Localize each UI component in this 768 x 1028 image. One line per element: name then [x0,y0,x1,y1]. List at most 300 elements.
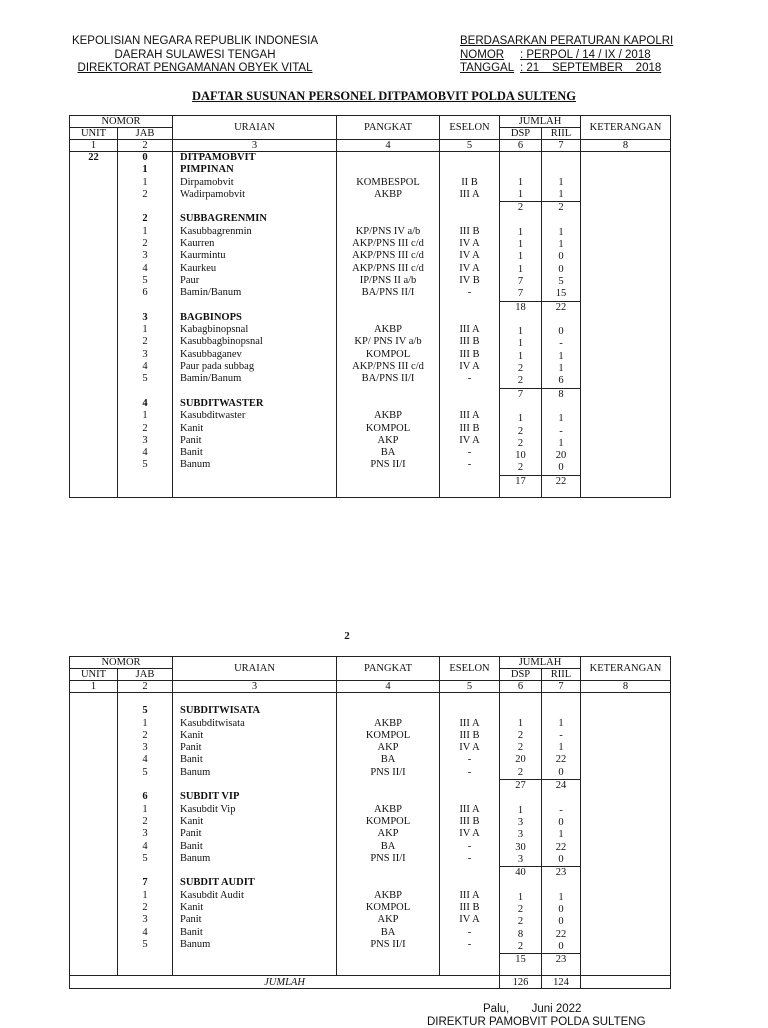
riil-cell: 22 [555,475,567,487]
col-number: 3 [173,140,337,152]
unit-cell [70,398,117,410]
jab-cell: 2 [142,336,148,348]
eselon-cell: III A [459,324,480,336]
eselon-cell [440,877,499,889]
uraian-cell: Kanit [180,422,204,434]
pangkat-cell [337,386,439,398]
unit-cell [70,742,117,754]
eselon-cell: IV A [459,434,480,446]
jab-cell: 5 [142,938,148,950]
uraian-cell [180,472,336,484]
col-jab-header: JAB [118,128,173,140]
dsp-cell: 1 [517,239,524,251]
eselon-cell: III A [459,188,480,200]
jab-cell [118,779,172,791]
dsp-cell: 2 [500,767,541,780]
uraian-cell [180,951,336,963]
jab-cell [118,300,172,312]
col-dsp-header: DSP [500,128,542,140]
dsp-cell: 2 [517,916,524,928]
col-unit-header: UNIT [70,669,118,681]
unit-cell [70,238,117,250]
jab-column [118,693,173,976]
unit-cell [70,927,117,939]
eselon-cell: IV A [459,914,480,926]
riil-column [542,152,581,498]
eselon-cell: III B [459,348,480,360]
dsp-cell: 2 [517,202,524,214]
unit-cell [70,767,117,779]
unit-cell [70,951,117,963]
col-number: 7 [542,140,581,152]
personnel-table-page-2 [69,656,671,989]
unit-column [70,693,118,976]
riil-cell: - [559,338,563,350]
dsp-cell: 18 [515,301,526,313]
dsp-cell: 3 [517,816,524,828]
pangkat-cell: KOMPOL [365,348,411,360]
pangkat-cell [337,152,439,164]
unit-cell [70,828,117,840]
uraian-cell: Wadirpamobvit [180,188,246,200]
unit-cell [70,386,117,398]
pangkat-cell: PNS II/I [370,852,406,864]
dsp-cell: 2 [517,904,524,916]
dsp-cell: 3 [517,829,524,841]
eselon-cell: IV A [459,742,480,754]
jab-cell: 1 [142,324,148,336]
jab-cell [118,693,172,705]
eselon-cell: IV A [459,250,480,262]
col-number: 8 [581,140,671,152]
dsp-cell: 2 [517,742,524,754]
dsp-cell: 2 [500,941,541,954]
pangkat-cell: AKP [377,434,399,446]
riil-cell: 1 [542,189,580,202]
uraian-cell [180,386,336,398]
unit-cell [70,853,117,865]
uraian-cell: Kanit [180,902,204,914]
dsp-cell: 1 [517,263,524,275]
eselon-cell [440,201,499,213]
total-riil: 124 [542,976,581,989]
jab-column [118,152,173,498]
pangkat-cell: AKBP [373,889,402,901]
uraian-cell: Kasubbagbinopsnal [180,336,263,348]
dsp-cell: 1 [517,717,524,729]
jab-cell: 3 [142,742,148,754]
col-jab-header: JAB [118,669,173,681]
dsp-cell: 2 [517,425,524,437]
uraian-cell: Banum [180,459,211,471]
nomor-label: NOMOR [460,48,505,61]
eselon-cell [440,472,499,484]
uraian-cell: Panit [180,828,202,840]
uraian-cell: Banit [180,447,203,459]
uraian-cell: Banit [180,754,203,766]
pangkat-cell [337,312,439,324]
unit-cell [70,226,117,238]
table-body-row [70,152,671,498]
jab-cell: 4 [142,754,148,766]
jab-cell: 4 [142,361,148,373]
pangkat-cell: AKP/PNS III c/d [352,238,424,250]
uraian-cell: Dirpamobvit [180,176,234,188]
uraian-cell: Kaurmintu [180,250,226,262]
eselon-cell [440,693,499,705]
uraian-cell: SUBDIT VIP [180,791,240,803]
uraian-cell: Banum [180,766,211,778]
dsp-cell: 1 [500,189,541,202]
col-number: 8 [581,681,671,693]
total-row [70,976,671,989]
dsp-cell: 2 [517,363,524,375]
dsp-column [500,152,542,498]
col-pangkat-header: PANGKAT [337,657,440,681]
regulation-date-row [460,62,680,76]
eselon-cell: IV B [459,274,480,286]
dsp-cell: 7 [517,275,524,287]
eselon-column [440,693,500,976]
jab-cell [118,472,172,484]
unit-cell [70,877,117,889]
pangkat-cell: BA [380,840,396,852]
pangkat-cell: KOMPOL [365,729,411,741]
dsp-cell: 1 [517,326,524,338]
pangkat-cell: AKP/PNS III c/d [352,250,424,262]
riil-cell: 23 [555,954,567,966]
dsp-cell: 2 [517,437,524,449]
dsp-cell: 1 [517,804,524,816]
pangkat-cell: KOMPOL [365,815,411,827]
pangkat-cell: IP/PNS II a/b [359,274,417,286]
eselon-cell [440,705,499,717]
dsp-cell [500,705,541,717]
dsp-cell [500,314,541,326]
eselon-cell [440,791,499,803]
unit-cell [70,447,117,459]
unit-cell [70,287,117,299]
col-jumlah-header: JUMLAH [500,657,581,669]
jab-cell: 2 [142,213,148,225]
unit-cell [70,250,117,262]
uraian-cell: Kasubditwisata [180,717,245,729]
unit-cell [70,730,117,742]
pangkat-cell: KOMBESPOL [356,176,420,188]
pangkat-cell [337,693,439,705]
col-riil-header: RIIL [542,669,581,681]
unit-cell [70,459,117,471]
dsp-cell: 27 [515,780,526,792]
jab-cell: 5 [142,373,148,385]
unit-cell: 22 [88,152,99,163]
dsp-cell: 3 [500,854,541,867]
dsp-cell: 15 [515,954,526,966]
pangkat-cell: BA [380,926,396,938]
eselon-cell: - [467,287,472,299]
pangkat-cell [337,472,439,484]
pangkat-cell: AKBP [373,188,402,200]
jab-cell: 5 [142,459,148,471]
pangkat-cell: BA/PNS II/I [361,373,415,385]
riil-cell: 0 [558,916,564,928]
pangkat-cell: BA [380,447,396,459]
riil-cell: 0 [558,816,564,828]
col-number: 7 [542,681,581,693]
unit-cell [70,423,117,435]
uraian-cell: Panit [180,434,202,446]
jab-cell: 3 [142,828,148,840]
col-pangkat-header: PANGKAT [337,116,440,140]
eselon-cell: - [467,852,472,864]
unit-cell [70,435,117,447]
col-uraian-header: URAIAN [173,116,337,140]
jab-cell: 2 [142,902,148,914]
keterangan-column [581,152,671,498]
riil-cell: 22 [555,754,567,766]
uraian-cell: Kasubditwaster [180,410,246,422]
dsp-cell [500,214,541,226]
eselon-cell [440,865,499,877]
unit-cell [70,779,117,791]
eselon-cell: IV A [459,828,480,840]
col-number: 4 [337,681,440,693]
pangkat-cell: AKP [377,742,399,754]
pangkat-cell: PNS II/I [370,938,406,950]
uraian-cell: Bamin/Banum [180,373,242,385]
uraian-cell: SUBDITWISATA [180,705,261,717]
uraian-cell: Paur pada subbag [180,361,255,373]
riil-cell: - [559,729,563,741]
riil-cell: 2 [558,202,564,214]
pangkat-cell: BA/PNS II/I [361,287,415,299]
riil-cell: 0 [558,326,564,338]
riil-cell: 1 [558,742,564,754]
eselon-cell [440,312,499,324]
riil-cell: 1 [558,350,564,362]
unit-cell [70,361,117,373]
riil-cell: 5 [558,275,564,287]
unit-cell [70,816,117,828]
pangkat-cell: AKP/PNS III c/d [352,262,424,274]
pangkat-cell [337,791,439,803]
directorate-name: DIREKTORAT PENGAMANAN OBYEK VITAL [77,62,313,74]
eselon-cell: III B [459,422,480,434]
uraian-cell: SUBBAGRENMIN [180,213,267,225]
col-eselon-header: ESELON [440,116,500,140]
eselon-cell: - [467,373,472,385]
riil-cell: 1 [558,891,564,903]
col-number: 2 [118,140,173,152]
col-dsp-header: DSP [500,669,542,681]
riil-cell: - [559,425,563,437]
uraian-cell: Banum [180,852,211,864]
pangkat-cell: AKBP [373,717,402,729]
riil-cell: 0 [542,767,580,780]
unit-cell [70,902,117,914]
uraian-column [173,152,337,498]
uraian-cell: Kasubdit Audit [180,889,244,901]
riil-cell: 0 [542,941,580,954]
dsp-cell: 1 [517,350,524,362]
eselon-cell: III B [459,729,480,741]
riil-cell [542,705,580,717]
jab-cell: 2 [142,815,148,827]
riil-cell: - [559,804,563,816]
total-label: JUMLAH [70,976,500,989]
dsp-cell: 1 [517,413,524,425]
eselon-cell: - [467,766,472,778]
jab-cell: 4 [142,447,148,459]
pangkat-column [337,152,440,498]
dsp-cell: 30 [515,841,526,853]
pangkat-cell: BA [380,754,396,766]
riil-cell: 6 [542,375,580,388]
eselon-cell: II B [461,176,478,188]
eselon-cell: III A [459,717,480,729]
uraian-cell: Kaurren [180,238,215,250]
unit-cell [70,275,117,287]
jab-cell [118,865,172,877]
signatory-title: DIREKTUR PAMOBVIT POLDA SULTENG [427,1016,646,1028]
riil-cell: 0 [558,263,564,275]
riil-cell [542,792,580,804]
riil-cell [542,879,580,891]
dsp-cell: 7 [500,288,541,301]
unit-cell [70,804,117,816]
riil-cell: 20 [555,450,567,462]
jab-cell: 3 [142,434,148,446]
uraian-cell [180,779,336,791]
eselon-cell [440,951,499,963]
jab-cell: 2 [142,729,148,741]
regulation-basis: BERDASARKAN PERATURAN KAPOLRI [460,35,674,47]
pangkat-cell: AKP [377,828,399,840]
eselon-cell: III B [459,336,480,348]
col-number: 5 [440,681,500,693]
uraian-cell: Bamin/Banum [180,287,242,299]
uraian-column [173,693,337,976]
col-number: 5 [440,140,500,152]
riil-cell: 1 [558,176,564,188]
page-number: 2 [344,630,350,642]
riil-cell: 8 [558,388,564,400]
uraian-cell: Banit [180,926,203,938]
riil-cell [542,314,580,326]
unit-cell [70,336,117,348]
eselon-cell [440,164,499,176]
jab-cell: 5 [142,274,148,286]
riil-cell [542,164,580,176]
eselon-cell: IV A [459,238,480,250]
uraian-cell: Paur [180,274,200,286]
unit-cell [70,263,117,275]
unit-cell [70,914,117,926]
dsp-cell: 1 [517,338,524,350]
jab-cell: 1 [142,164,148,176]
jab-cell: 5 [142,766,148,778]
riil-cell [542,214,580,226]
dsp-cell: 1 [517,226,524,238]
eselon-cell: - [467,459,472,471]
table-body-row [70,693,671,976]
dsp-cell: 2 [500,462,541,475]
eselon-cell [440,779,499,791]
eselon-cell: III B [459,902,480,914]
personnel-table-page-1 [69,115,671,498]
pangkat-cell [337,865,439,877]
eselon-cell: IV A [459,262,480,274]
unit-cell [70,939,117,951]
jab-cell: 1 [142,717,148,729]
document-title: DAFTAR SUSUNAN PERSONEL DITPAMOBVIT POLDA SULTENG [192,89,576,103]
letterhead-left [70,35,320,76]
pangkat-cell [337,164,439,176]
uraian-cell: Banit [180,840,203,852]
riil-cell: 1 [558,437,564,449]
riil-cell: 22 [555,301,567,313]
uraian-cell: Kaurkeu [180,262,217,274]
unit-cell [70,890,117,902]
col-keterangan-header: KETERANGAN [581,116,671,140]
uraian-cell: DITPAMOBVIT [180,152,256,163]
riil-cell: 1 [558,226,564,238]
dsp-cell: 10 [515,450,526,462]
unit-cell [70,865,117,877]
riil-cell: 1 [558,717,564,729]
jab-cell: 3 [142,914,148,926]
eselon-cell [440,386,499,398]
jab-cell: 5 [142,705,148,717]
signature-place-date: Palu, Juni 2022 [483,1003,582,1015]
total-dsp: 126 [500,976,542,989]
pangkat-cell [337,213,439,225]
uraian-cell: Panit [180,914,202,926]
riil-cell [542,693,580,705]
jab-cell: 6 [142,791,148,803]
regulation-reference [460,35,680,76]
jab-cell [118,386,172,398]
riil-cell: 24 [555,780,567,792]
jab-cell [118,201,172,213]
uraian-cell [180,693,336,705]
riil-cell: 0 [542,462,580,475]
pangkat-cell [337,398,439,410]
jab-cell: 5 [142,852,148,864]
unit-cell [70,472,117,484]
jab-cell: 7 [142,877,148,889]
pangkat-cell: AKBP [373,803,402,815]
dsp-cell: 40 [515,867,526,879]
uraian-cell: Kasubbaganev [180,348,242,360]
pangkat-cell: KP/ PNS IV a/b [354,336,422,348]
uraian-cell: SUBDITWASTER [180,397,264,409]
eselon-cell: III B [459,225,480,237]
col-number: 3 [173,681,337,693]
jab-cell: 6 [142,287,148,299]
jab-cell: 4 [142,840,148,852]
riil-cell: 0 [542,854,580,867]
jab-cell: 3 [142,348,148,360]
riil-cell: 1 [558,413,564,425]
eselon-cell [440,152,499,164]
pangkat-cell [337,951,439,963]
riil-cell [542,401,580,413]
jab-cell: 4 [142,926,148,938]
dsp-cell: 2 [500,375,541,388]
dsp-cell [500,401,541,413]
jab-cell: 1 [142,176,148,188]
